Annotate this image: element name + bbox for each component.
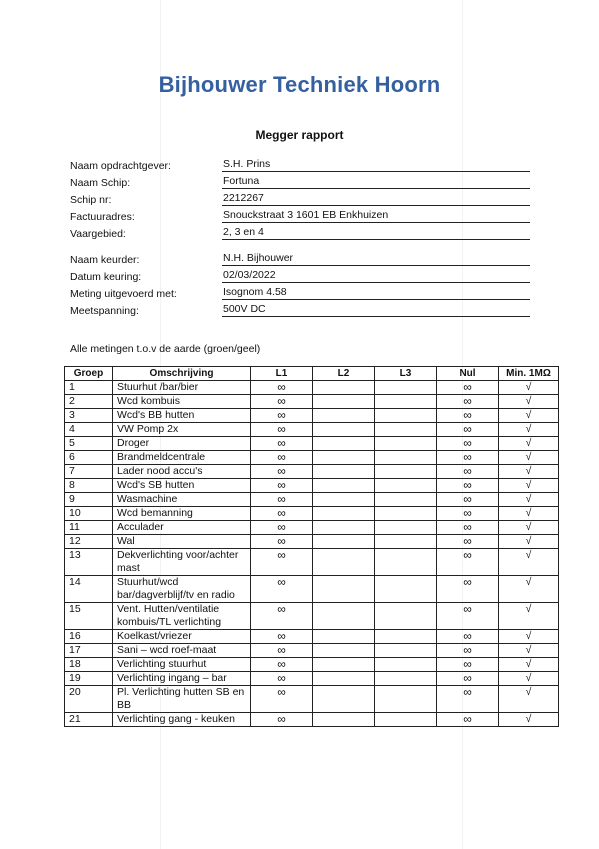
cell-min-1mohm: √: [499, 465, 559, 479]
cell-l3: [375, 507, 437, 521]
cell-min-1mohm: √: [499, 521, 559, 535]
cell-omschrijving: [113, 644, 251, 658]
omschrijving-line: Lader nood accu's: [117, 465, 203, 477]
cell-l1: ∞: [251, 658, 313, 672]
omschrijving-line: Sani – wcd roef-maat: [117, 644, 217, 656]
cell-groep: 12: [65, 535, 113, 549]
cell-l3: [375, 713, 437, 727]
cell-nul: ∞: [437, 437, 499, 451]
cell-nul: ∞: [437, 493, 499, 507]
omschrijving-line: Wcd bemanning: [117, 507, 193, 519]
field-value: 2, 3 en 4: [222, 226, 530, 240]
cell-groep: 6: [65, 451, 113, 465]
cell-nul: ∞: [437, 479, 499, 493]
info-field-row: [70, 249, 530, 266]
cell-omschrijving: [113, 535, 251, 549]
field-label: Naam Schip:: [70, 177, 131, 189]
table-row: [65, 493, 559, 507]
cell-min-1mohm: √: [499, 644, 559, 658]
info-field-row: [70, 172, 530, 189]
omschrijving-line: Stuurhut /bar/bier: [117, 381, 199, 393]
cell-l1: ∞: [251, 549, 313, 576]
cell-nul: ∞: [437, 644, 499, 658]
cell-l2: [313, 672, 375, 686]
cell-l3: [375, 672, 437, 686]
cell-l1: ∞: [251, 713, 313, 727]
field-value: 2212267: [222, 192, 530, 206]
cell-min-1mohm: √: [499, 395, 559, 409]
cell-l2: [313, 658, 375, 672]
cell-l1: ∞: [251, 437, 313, 451]
table-row: [65, 713, 559, 727]
cell-l3: [375, 521, 437, 535]
table-row: [65, 549, 559, 576]
cell-min-1mohm: √: [499, 507, 559, 521]
cell-l1: ∞: [251, 409, 313, 423]
cell-groep: 11: [65, 521, 113, 535]
cell-nul: ∞: [437, 409, 499, 423]
cell-groep: 14: [65, 576, 113, 603]
omschrijving-line: Verlichting gang - keuken: [117, 713, 235, 725]
cell-omschrijving: [113, 409, 251, 423]
field-value: N.H. Bijhouwer: [222, 252, 530, 266]
cell-l3: [375, 409, 437, 423]
omschrijving-line: mast: [117, 562, 140, 574]
field-label: Vaargebied:: [70, 228, 126, 240]
cell-groep: 20: [65, 686, 113, 713]
field-label: Naam keurder:: [70, 254, 140, 266]
megger-table: [64, 366, 559, 727]
cell-l1: ∞: [251, 493, 313, 507]
omschrijving-line: Koelkast/vriezer: [117, 630, 192, 642]
measurement-note: Alle metingen t.o.v de aarde (groen/geel): [70, 343, 261, 355]
field-label: Factuuradres:: [70, 211, 135, 223]
header-omschrijving: Omschrijving: [113, 367, 251, 381]
cell-l2: [313, 644, 375, 658]
omschrijving-line: Dekverlichting voor/achter: [117, 549, 239, 561]
report-title: Megger rapport: [255, 128, 344, 142]
cell-l3: [375, 549, 437, 576]
cell-nul: ∞: [437, 672, 499, 686]
omschrijving-line: Wcd kombuis: [117, 395, 181, 407]
cell-l2: [313, 713, 375, 727]
cell-groep: 7: [65, 465, 113, 479]
table-row: [65, 521, 559, 535]
cell-l3: [375, 493, 437, 507]
omschrijving-line: Droger: [117, 437, 150, 449]
field-value: Fortuna: [222, 175, 530, 189]
field-label: Meetspanning:: [70, 305, 139, 317]
omschrijving-line: Verlichting ingang – bar: [117, 672, 227, 684]
cell-l1: ∞: [251, 535, 313, 549]
table-row: [65, 603, 559, 630]
cell-groep: 16: [65, 630, 113, 644]
cell-min-1mohm: √: [499, 713, 559, 727]
cell-nul: ∞: [437, 521, 499, 535]
cell-l2: [313, 437, 375, 451]
table-row: [65, 576, 559, 603]
cell-omschrijving: [113, 630, 251, 644]
cell-omschrijving: [113, 603, 251, 630]
table-row: [65, 479, 559, 493]
omschrijving-line: Wcd's SB hutten: [117, 479, 195, 491]
cell-l1: ∞: [251, 465, 313, 479]
info-field-row: [70, 266, 530, 283]
cell-l3: [375, 437, 437, 451]
info-field-row: [70, 223, 530, 240]
cell-nul: ∞: [437, 686, 499, 713]
cell-groep: 9: [65, 493, 113, 507]
field-value: Isognom 4.58: [222, 286, 530, 300]
cell-l1: ∞: [251, 686, 313, 713]
cell-l1: ∞: [251, 603, 313, 630]
omschrijving-line: BB: [117, 699, 132, 711]
cell-omschrijving: [113, 451, 251, 465]
cell-nul: ∞: [437, 451, 499, 465]
cell-nul: ∞: [437, 507, 499, 521]
cell-groep: 2: [65, 395, 113, 409]
cell-l3: [375, 576, 437, 603]
table-row: [65, 437, 559, 451]
cell-min-1mohm: √: [499, 549, 559, 576]
cell-omschrijving: [113, 479, 251, 493]
cell-l2: [313, 535, 375, 549]
field-value: Snouckstraat 3 1601 EB Enkhuizen: [222, 209, 530, 223]
omschrijving-line: Wcd's BB hutten: [117, 409, 195, 421]
table-row: [65, 686, 559, 713]
cell-min-1mohm: √: [499, 535, 559, 549]
field-value: S.H. Prins: [222, 158, 530, 172]
cell-nul: ∞: [437, 576, 499, 603]
cell-min-1mohm: √: [499, 409, 559, 423]
cell-min-1mohm: √: [499, 686, 559, 713]
info-field-row: [70, 206, 530, 223]
omschrijving-line: Pl. Verlichting hutten SB en: [117, 686, 245, 698]
header-nul: Nul: [437, 367, 499, 381]
field-value: 02/03/2022: [222, 269, 530, 283]
cell-l1: ∞: [251, 672, 313, 686]
cell-l2: [313, 603, 375, 630]
omschrijving-line: Acculader: [117, 521, 164, 533]
cell-nul: ∞: [437, 465, 499, 479]
cell-l2: [313, 521, 375, 535]
cell-min-1mohm: √: [499, 381, 559, 395]
table-row: [65, 395, 559, 409]
cell-groep: 8: [65, 479, 113, 493]
cell-l2: [313, 479, 375, 493]
cell-groep: 1: [65, 381, 113, 395]
cell-l2: [313, 423, 375, 437]
cell-l3: [375, 479, 437, 493]
cell-l2: [313, 630, 375, 644]
table-header-row: [65, 367, 559, 381]
cell-l3: [375, 686, 437, 713]
cell-omschrijving: [113, 549, 251, 576]
cell-l3: [375, 644, 437, 658]
cell-nul: ∞: [437, 381, 499, 395]
omschrijving-line: bar/dagverblijf/tv en radio: [117, 589, 235, 601]
cell-omschrijving: [113, 423, 251, 437]
table-row: [65, 535, 559, 549]
cell-nul: ∞: [437, 535, 499, 549]
cell-min-1mohm: √: [499, 493, 559, 507]
cell-groep: 5: [65, 437, 113, 451]
cell-min-1mohm: √: [499, 437, 559, 451]
cell-l2: [313, 493, 375, 507]
cell-l2: [313, 549, 375, 576]
field-label: Datum keuring:: [70, 271, 142, 283]
omschrijving-line: Wasmachine: [117, 493, 178, 505]
cell-min-1mohm: √: [499, 451, 559, 465]
cell-l1: ∞: [251, 644, 313, 658]
cell-omschrijving: [113, 381, 251, 395]
cell-l2: [313, 507, 375, 521]
cell-l2: [313, 576, 375, 603]
header-l3: L3: [375, 367, 437, 381]
omschrijving-line: Brandmeldcentrale: [117, 451, 206, 463]
info-field-row: [70, 283, 530, 300]
cell-l3: [375, 630, 437, 644]
cell-l3: [375, 603, 437, 630]
cell-l3: [375, 465, 437, 479]
cell-l2: [313, 465, 375, 479]
cell-groep: 19: [65, 672, 113, 686]
table-row: [65, 507, 559, 521]
cell-l3: [375, 423, 437, 437]
cell-nul: ∞: [437, 630, 499, 644]
cell-l1: ∞: [251, 479, 313, 493]
cell-nul: ∞: [437, 549, 499, 576]
cell-l1: ∞: [251, 576, 313, 603]
cell-l1: ∞: [251, 507, 313, 521]
cell-l3: [375, 395, 437, 409]
cell-min-1mohm: √: [499, 672, 559, 686]
omschrijving-line: Vent. Hutten/ventilatie: [117, 603, 220, 615]
info-field-row: [70, 155, 530, 172]
cell-omschrijving: [113, 507, 251, 521]
table-row: [65, 672, 559, 686]
field-label: Meting uitgevoerd met:: [70, 288, 177, 300]
cell-omschrijving: [113, 465, 251, 479]
header-l1: L1: [251, 367, 313, 381]
cell-groep: 15: [65, 603, 113, 630]
header-groep: Groep: [65, 367, 113, 381]
cell-min-1mohm: √: [499, 479, 559, 493]
cell-groep: 13: [65, 549, 113, 576]
omschrijving-line: Stuurhut/wcd: [117, 576, 179, 588]
table-row: [65, 630, 559, 644]
cell-omschrijving: [113, 576, 251, 603]
cell-min-1mohm: √: [499, 423, 559, 437]
cell-omschrijving: [113, 658, 251, 672]
table-row: [65, 423, 559, 437]
field-value: 500V DC: [222, 303, 530, 317]
cell-omschrijving: [113, 521, 251, 535]
table-row: [65, 409, 559, 423]
cell-l3: [375, 381, 437, 395]
info-field-row: [70, 189, 530, 206]
table-row: [65, 451, 559, 465]
table-row: [65, 658, 559, 672]
cell-l1: ∞: [251, 381, 313, 395]
cell-l3: [375, 658, 437, 672]
omschrijving-line: kombuis/TL verlichting: [117, 616, 222, 628]
cell-groep: 18: [65, 658, 113, 672]
cell-l1: ∞: [251, 451, 313, 465]
cell-l1: ∞: [251, 521, 313, 535]
cell-l2: [313, 395, 375, 409]
header-min-1mohm: Min. 1MΩ: [499, 367, 559, 381]
cell-nul: ∞: [437, 713, 499, 727]
omschrijving-line: Verlichting stuurhut: [117, 658, 207, 670]
cell-l2: [313, 381, 375, 395]
info-field-row: [70, 300, 530, 317]
omschrijving-line: VW Pomp 2x: [117, 423, 179, 435]
table-row: [65, 644, 559, 658]
cell-omschrijving: [113, 672, 251, 686]
cell-omschrijving: [113, 437, 251, 451]
cell-groep: 4: [65, 423, 113, 437]
cell-l1: ∞: [251, 630, 313, 644]
cell-omschrijving: [113, 686, 251, 713]
cell-l1: ∞: [251, 423, 313, 437]
cell-min-1mohm: √: [499, 658, 559, 672]
cell-l2: [313, 451, 375, 465]
table-row: [65, 381, 559, 395]
field-label: Naam opdrachtgever:: [70, 160, 171, 172]
cell-nul: ∞: [437, 423, 499, 437]
header-l2: L2: [313, 367, 375, 381]
cell-l2: [313, 686, 375, 713]
cell-l1: ∞: [251, 395, 313, 409]
cell-min-1mohm: √: [499, 603, 559, 630]
cell-omschrijving: [113, 395, 251, 409]
table-row: [65, 465, 559, 479]
cell-nul: ∞: [437, 658, 499, 672]
cell-groep: 17: [65, 644, 113, 658]
cell-omschrijving: [113, 713, 251, 727]
omschrijving-line: Wal: [117, 535, 135, 547]
cell-groep: 10: [65, 507, 113, 521]
cell-l3: [375, 451, 437, 465]
cell-nul: ∞: [437, 395, 499, 409]
field-label: Schip nr:: [70, 194, 112, 206]
cell-min-1mohm: √: [499, 630, 559, 644]
cell-min-1mohm: √: [499, 576, 559, 603]
cell-groep: 3: [65, 409, 113, 423]
cell-nul: ∞: [437, 603, 499, 630]
cell-groep: 21: [65, 713, 113, 727]
company-name: Bijhouwer Techniek Hoorn: [158, 72, 441, 97]
cell-l3: [375, 535, 437, 549]
cell-omschrijving: [113, 493, 251, 507]
info-fields: [70, 155, 530, 317]
cell-l2: [313, 409, 375, 423]
